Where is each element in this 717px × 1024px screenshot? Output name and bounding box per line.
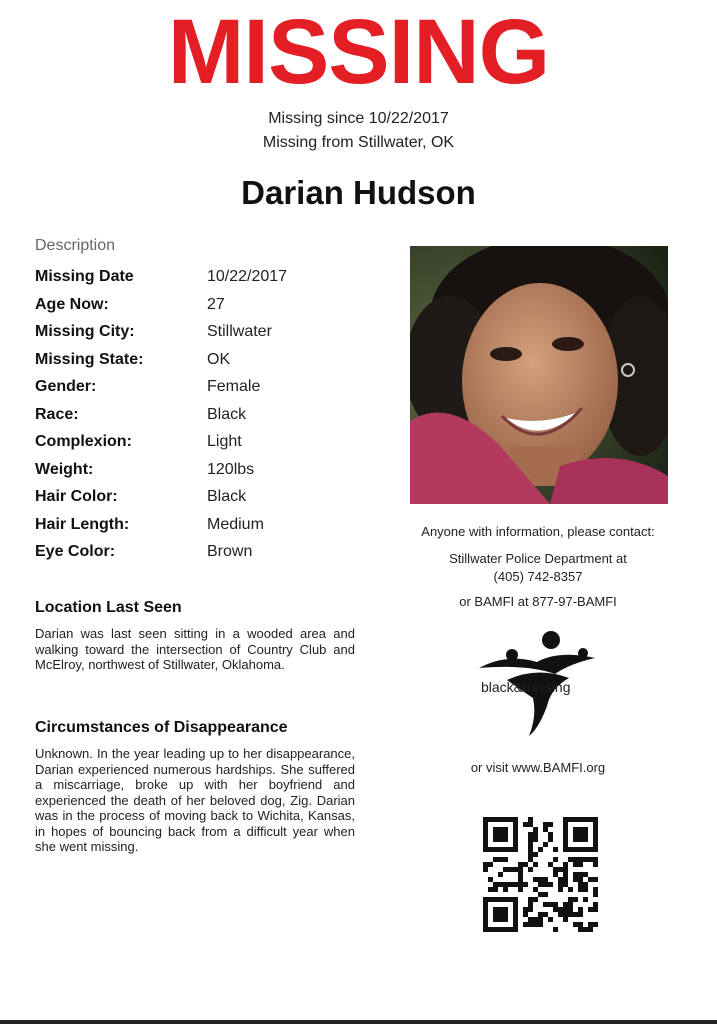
contact-intro: Anyone with information, please contact: xyxy=(421,524,655,539)
detail-row xyxy=(35,488,355,510)
detail-row xyxy=(35,516,355,538)
missing-banner: MISSING xyxy=(167,1,550,103)
bamfi-phone: or BAMFI at 877-97-BAMFI xyxy=(459,594,617,609)
logo-text: black&missing xyxy=(481,679,571,695)
detail-row xyxy=(35,323,355,345)
detail-label: Eye Color: xyxy=(35,543,116,560)
detail-label: Missing City: xyxy=(35,323,135,340)
visit-website: or visit www.BAMFI.org xyxy=(470,760,606,775)
detail-value: 27 xyxy=(207,295,225,313)
black-and-missing-logo xyxy=(477,628,607,738)
detail-label: Weight: xyxy=(35,460,94,478)
missing-from-text: Missing from Stillwater, OK xyxy=(262,134,455,151)
circumstances-title: Circumstances of Disappearance xyxy=(35,719,288,736)
person-photo xyxy=(410,246,668,504)
detail-label: Race: xyxy=(35,405,79,423)
description-heading: Description xyxy=(35,237,116,254)
detail-label: Hair Length: xyxy=(35,515,130,533)
detail-row xyxy=(35,406,355,428)
detail-label: Missing Date xyxy=(35,268,134,285)
detail-value: 120lbs xyxy=(207,460,255,478)
detail-row xyxy=(35,268,355,290)
qr-code xyxy=(483,817,598,932)
detail-row xyxy=(35,461,355,483)
circumstances-text: Unknown. In the year leading up to her disappearance, Darian experienced numerous hardships. She suffered a miscarriage, broke up with her boyfriend and experienced the death of her beloved dog, Zig. Darian was in the process of moving back to Wichita, Kansas, in hopes of bouncing back from a difficult year when she went missing. xyxy=(35,746,355,854)
detail-label: Age Now: xyxy=(35,295,109,313)
detail-label: Complexion: xyxy=(35,433,132,450)
detail-row xyxy=(35,378,355,400)
missing-since-text: Missing since 10/22/2017 xyxy=(268,110,449,127)
detail-row xyxy=(35,351,355,373)
detail-value: Light xyxy=(207,433,242,450)
detail-label: Missing State: xyxy=(35,350,144,368)
detail-value: Medium xyxy=(207,515,264,533)
bottom-rule xyxy=(0,1020,717,1024)
person-name: Darian Hudson xyxy=(241,174,476,211)
detail-label: Hair Color: xyxy=(35,488,118,505)
location-text: Darian was last seen sitting in a wooded area and walking toward the intersection of Country Club and McElroy, northwest of Stillwater, Oklahoma. xyxy=(35,626,355,672)
detail-value: OK xyxy=(207,350,231,368)
detail-label: Gender: xyxy=(35,378,97,395)
portrait-image xyxy=(410,246,668,504)
detail-row xyxy=(35,543,355,565)
detail-row xyxy=(35,433,355,455)
location-title: Location Last Seen xyxy=(35,599,182,616)
detail-row xyxy=(35,296,355,318)
detail-value: Female xyxy=(207,378,261,395)
detail-value: Stillwater xyxy=(207,323,272,340)
detail-value: Black xyxy=(207,405,247,423)
detail-value: Black xyxy=(207,488,247,505)
police-line1: Stillwater Police Department at xyxy=(449,551,627,566)
police-phone: (405) 742-8357 xyxy=(493,569,583,584)
detail-value: Brown xyxy=(207,543,253,560)
detail-value: 10/22/2017 xyxy=(207,268,288,285)
